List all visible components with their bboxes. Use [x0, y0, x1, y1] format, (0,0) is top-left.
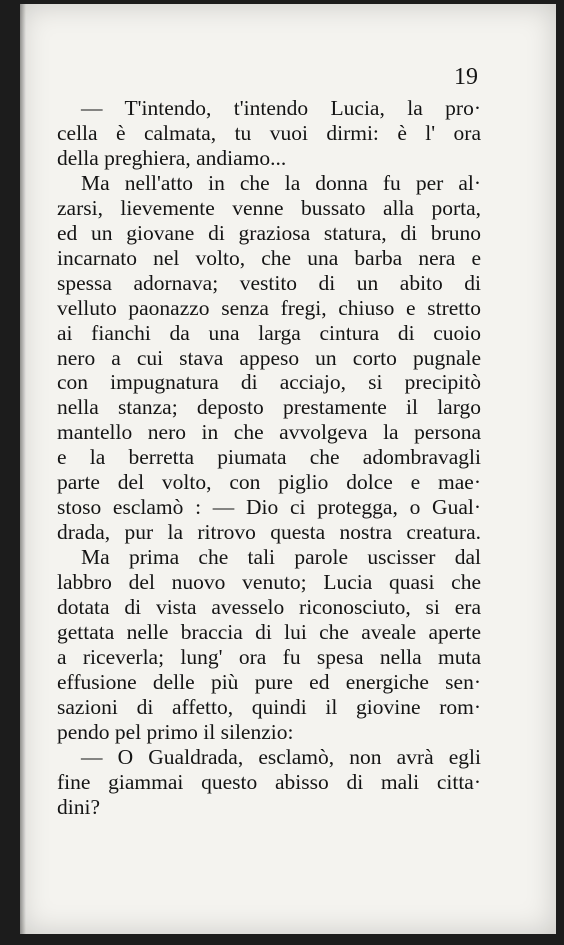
- text-line: nero a cui stava appeso un corto pugnale: [57, 345, 481, 370]
- text-line: stoso esclamò : — Dio ci protegga, o Gual·: [57, 495, 481, 520]
- text-line: — T'intendo, t'intendo Lucia, la pro·: [81, 96, 481, 120]
- page-binding-shadow: [20, 4, 26, 934]
- text-line: gettata nelle braccia di lui che aveale aperte: [57, 620, 481, 645]
- text-line: cella è calmata, tu vuoi dirmi: è l' ora: [57, 120, 481, 145]
- text-line: dotata di vista avesselo riconosciuto, si era: [57, 595, 481, 620]
- text-line: nella stanza; deposto prestamente il largo: [57, 395, 481, 420]
- text-line: sazioni di affetto, quindi il giovine rom·: [57, 694, 481, 719]
- text-line: Ma nell'atto in che la donna fu per al·: [81, 170, 481, 195]
- text-line: dini?: [57, 794, 100, 819]
- text-line: con impugnatura di acciajo, si precipitò: [57, 370, 481, 395]
- text-line: velluto paonazzo senza fregi, chiuso e stretto: [57, 295, 481, 320]
- text-line: mantello nero in che avvolgeva la persona: [57, 420, 481, 445]
- book-page: [20, 4, 556, 934]
- body-text: [57, 96, 481, 820]
- page-number: 19: [454, 64, 478, 90]
- text-line: incarnato nel volto, che una barba nera e: [57, 245, 481, 270]
- text-line: ed un giovane di graziosa statura, di bruno: [57, 220, 481, 245]
- text-line: ai fianchi da una larga cintura di cuoio: [57, 320, 481, 345]
- text-line: spessa adornava; vestito di un abito di: [57, 270, 481, 295]
- text-line: a riceverla; lung' ora fu spesa nella muta: [57, 644, 481, 669]
- text-line: parte del volto, con piglio dolce e mae·: [57, 470, 481, 495]
- text-line: della preghiera, andiamo...: [57, 145, 287, 170]
- text-line: drada, pur la ritrovo questa nostra creatura.: [57, 520, 481, 545]
- text-line: e la berretta piumata che adombravagli: [57, 445, 481, 470]
- text-line: zarsi, lievemente venne bussato alla porta,: [57, 195, 481, 220]
- text-line: — O Gualdrada, esclamò, non avrà egli: [81, 744, 481, 769]
- text-line: pendo pel primo il silenzio:: [57, 719, 294, 744]
- text-line: labbro del nuovo venuto; Lucia quasi che: [57, 570, 481, 595]
- text-line: Ma prima che tali parole uscisser dal: [81, 545, 481, 570]
- text-line: fine giammai questo abisso di mali citta·: [57, 769, 481, 794]
- text-line: effusione delle più pure ed energiche sen·: [57, 669, 481, 694]
